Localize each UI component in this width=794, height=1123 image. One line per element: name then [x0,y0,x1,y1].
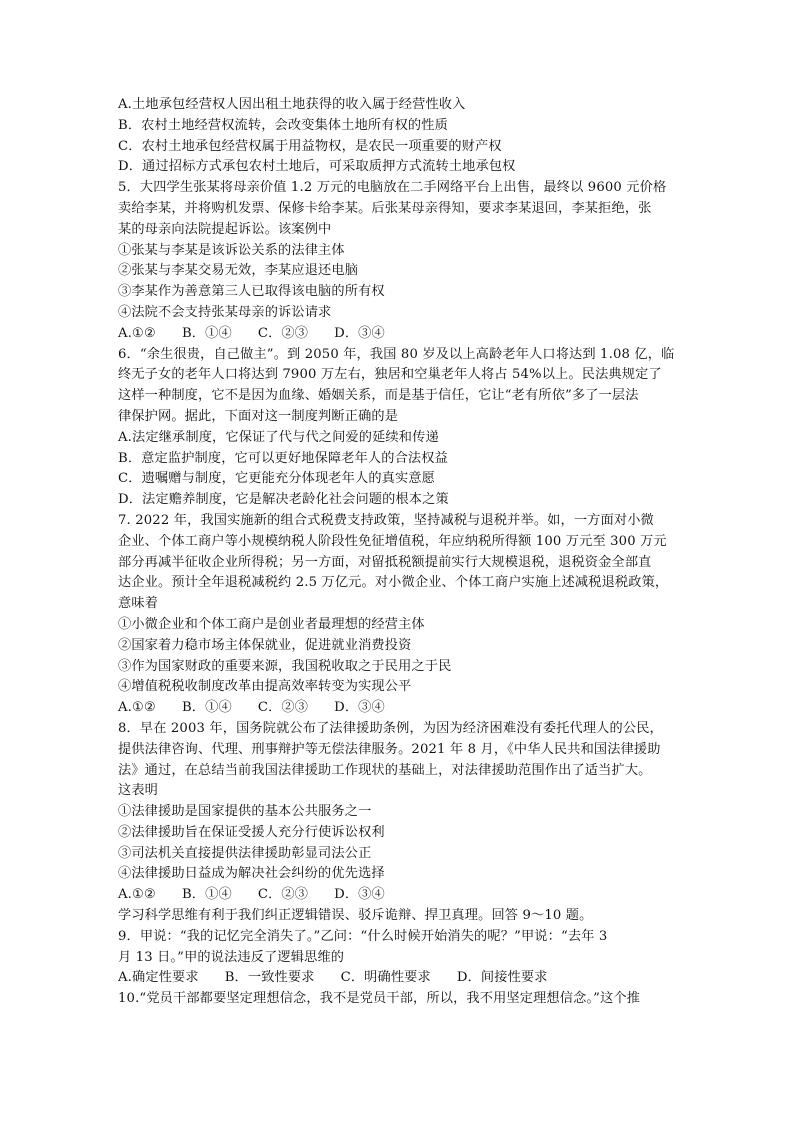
q8-option-a: A.①② [118,887,156,903]
q7-option-d: D．③④ [334,700,385,716]
q5-statement-1: ①张某与李某是该诉讼关系的法律主体 [118,242,345,258]
q5-option-b: B．①④ [181,325,232,341]
q4-option-d: D．通过招标方式承包农村土地后，可采取质押方式流转土地承包权 [118,159,516,175]
section-intro: 学习科学思维有利于我们纠正逻辑错误、驳斥诡辩、捍卫真理。回答 9～10 题。 [118,908,593,924]
q8-stem-line: 法》通过，在总结当前我国法律援助工作现状的基础上，对法律援助范围作出了适当扩大。 [118,762,652,778]
q7-stem-line: 意味着 [118,596,159,612]
q5-stem-line: 5．大四学生张某将母亲价值 1.2 万元的电脑放在二手网络平台上出售，最终以 9600 元价格 [118,180,667,196]
q8-option-b: B．①④ [181,887,232,903]
q5-option-a: A.①② [118,325,156,341]
q8-statement-4: ④法律援助日益成为解决社会纠纷的优先选择 [118,866,385,882]
q9-option-a: A.确定性要求 [118,970,199,986]
q9-option-c: C．明确性要求 [340,970,431,986]
q8-stem-line: 提供法律咨询、代理、刑事辩护等无偿法律服务。2021 年 8 月，《中华人民共和国法律援助 [118,741,661,757]
q5-stem-line: 卖给李某，并将购机发票、保修卡给李某。后张某母亲得知，要求李某退回，李某拒绝，张 [118,200,652,216]
q8-statement-3: ③司法机关直接提供法律援助彰显司法公正 [118,845,372,861]
q7-stem-line: 7. 2022 年，我国实施新的组合式税费支持政策，坚持减税与退税并举。如，一方面对小微 [118,512,654,528]
q9-stem-line: 月 13 日。”甲的说法违反了逻辑思维的 [118,949,345,965]
q5-option-c: C．②③ [257,325,309,341]
q7-stem-line: 部分再减半征收企业所得税；另一方面，对留抵税额提前实行大规模退税，退税资金全部直 [118,554,652,570]
q9-option-b: B．一致性要求 [224,970,315,986]
q8-statement-2: ②法律援助旨在保证受援人充分行使诉讼权利 [118,824,385,840]
q7-statement-3: ③作为国家财政的重要来源，我国税收取之于民用之于民 [118,658,452,674]
q5-option-d: D．③④ [334,325,385,341]
q9-stem-line: 9．甲说：“我的记忆完全消失了。”乙问：“什么时候开始消失的呢？”甲说：“去年 3 [118,928,608,944]
q6-option-b: B．意定监护制度，它可以更好地保障老年人的合法权益 [118,450,448,466]
q7-statement-2: ②国家着力稳市场主体保就业，促进就业消费投资 [118,637,412,653]
q6-stem-line: 6．“余生很贵，自己做主”。到 2050 年，我国 80 岁及以上高龄老年人口将达到 1.08 亿，临 [118,346,675,362]
q6-stem-line: 律保护网。据此，下面对这一制度判断正确的是 [118,408,399,424]
q7-option-b: B．①④ [181,700,232,716]
q6-stem-line: 终无子女的老年人口将达到 7900 万左右，独居和空巢老年人将占 54%以上。民法典规定了 [118,367,662,383]
q6-option-c: C．遗嘱赠与制度，它更能充分体现老年人的真实意愿 [118,471,436,487]
q5-options [118,324,680,345]
q7-stem-line: 达企业。预计全年退税减税约 2.5 万亿元。对小微企业、个体工商户实施上述减税退税政策， [118,575,669,591]
q6-option-d: D．法定赡养制度，它是解决老龄化社会问题的根本之策 [118,492,449,508]
q6-stem-line: 这样一种制度，它不是因为血缘、婚姻关系，而是基于信任，它让“老有所依”多了一层法 [118,388,639,404]
q8-statement-1: ①法律援助是国家提供的基本公共服务之一 [118,804,372,820]
q7-stem-line: 企业、个体工商户等小规模纳税人阶段性免征增值税，年应纳税所得额 100 万元至 300 万元 [118,533,667,549]
q8-options [118,885,680,906]
q7-statement-4: ④增值税税收制度改革由提高效率转变为实现公平 [118,679,412,695]
q8-stem-line: 这表明 [118,783,159,799]
q4-option-a: A.土地承包经营权人因出租土地获得的收入属于经营性收入 [118,97,466,112]
q8-stem-line: 8．早在 2003 年，国务院就公布了法律援助条例，为因为经济困难没有委托代理人的公民， [118,720,663,736]
q7-statement-1: ①小微企业和个体工商户是创业者最理想的经营主体 [118,616,425,632]
q8-option-c: C．②③ [257,887,309,903]
q4-option-c: C．农村土地承包经营权属于用益物权，是农民一项重要的财产权 [118,138,502,154]
q9-options [118,968,680,989]
q5-stem-line: 某的母亲向法院提起诉讼。该案例中 [118,221,332,237]
q7-option-c: C．②③ [257,700,309,716]
q10-stem-line: 10.“党员干部都要坚定理想信念，我不是党员干部，所以，我不用坚定理想信念。”这个推 [118,991,641,1007]
q5-statement-3: ③李某作为善意第三人已取得该电脑的所有权 [118,284,385,300]
q4-option-b: B．农村土地经营权流转，会改变集体土地所有权的性质 [118,117,448,133]
q8-option-d: D．③④ [334,887,385,903]
q6-option-a: A.法定继承制度，它保证了代与代之间爱的延续和传递 [118,429,439,445]
q7-option-a: A.①② [118,700,156,716]
q5-statement-4: ④法院不会支持张某母亲的诉讼请求 [118,304,332,320]
q5-statement-2: ②张某与李某交易无效，李某应退还电脑 [118,263,359,279]
q7-options [118,698,680,719]
exam-page [118,95,680,1010]
q9-option-d: D．间接性要求 [456,970,548,986]
